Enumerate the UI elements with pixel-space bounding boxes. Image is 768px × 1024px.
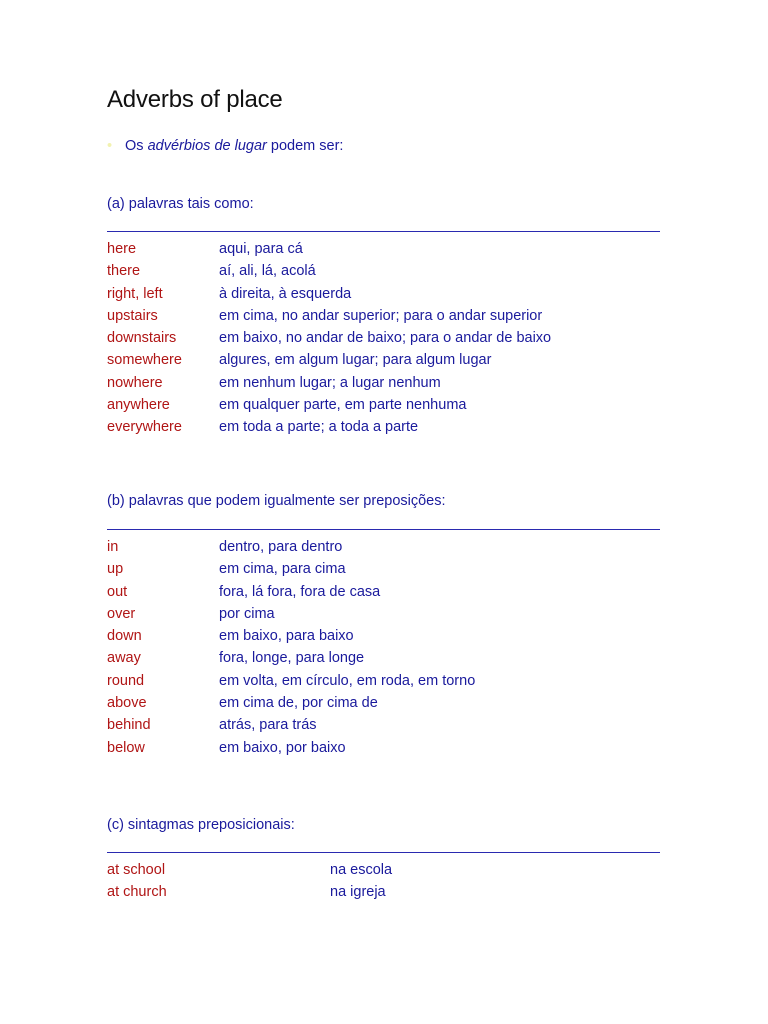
section-a-divider xyxy=(107,231,660,232)
english-term: over xyxy=(107,605,136,622)
portuguese-translation: fora, lá fora, fora de casa xyxy=(219,583,381,600)
english-term: somewhere xyxy=(107,352,182,369)
portuguese-translation: algures, em algum lugar; para algum lugar xyxy=(219,352,492,369)
section-b-heading: (b) palavras que podem igualmente ser preposições: xyxy=(107,493,446,509)
page-title: Adverbs of place xyxy=(107,86,283,113)
english-term: upstairs xyxy=(107,307,158,324)
english-term: behind xyxy=(107,717,151,734)
english-term: below xyxy=(107,739,145,756)
english-term: nowhere xyxy=(107,374,163,391)
table-row xyxy=(107,306,551,328)
portuguese-translation: à direita, à esquerda xyxy=(219,285,352,302)
english-term: downstairs xyxy=(107,330,177,347)
table-row xyxy=(107,671,475,693)
english-term: right, left xyxy=(107,285,163,302)
table-row xyxy=(107,860,392,882)
portuguese-translation: aqui, para cá xyxy=(219,241,303,257)
table-row xyxy=(107,738,475,760)
table-row xyxy=(107,239,551,261)
portuguese-translation: em qualquer parte, em parte nenhuma xyxy=(219,397,467,414)
english-term: there xyxy=(107,263,141,280)
section-a-heading: (a) palavras tais como: xyxy=(107,196,254,212)
table-row xyxy=(107,537,475,559)
table-row xyxy=(107,395,551,417)
english-term: in xyxy=(107,539,119,555)
english-term: up xyxy=(107,561,124,578)
portuguese-translation: em baixo, para baixo xyxy=(219,628,354,645)
section-b-divider xyxy=(107,529,660,530)
portuguese-translation: aí, ali, lá, acolá xyxy=(219,263,316,280)
portuguese-translation: dentro, para dentro xyxy=(219,539,343,555)
english-term: out xyxy=(107,583,128,600)
english-term: away xyxy=(107,650,141,667)
portuguese-translation: em toda a parte; a toda a parte xyxy=(219,419,419,436)
portuguese-translation: em cima, para cima xyxy=(219,561,346,578)
english-term: here xyxy=(107,241,137,257)
portuguese-translation: atrás, para trás xyxy=(219,717,317,734)
portuguese-translation: em volta, em círculo, em roda, em torno xyxy=(219,672,476,689)
portuguese-translation: na igreja xyxy=(330,884,386,901)
portuguese-translation: na escola xyxy=(330,862,393,878)
english-term: round xyxy=(107,672,145,689)
portuguese-translation: em cima de, por cima de xyxy=(219,695,378,712)
table-row xyxy=(107,648,475,670)
english-term: above xyxy=(107,695,147,712)
portuguese-translation: fora, longe, para longe xyxy=(219,650,365,667)
section-c-heading: (c) sintagmas preposicionais: xyxy=(107,817,295,833)
english-term: at church xyxy=(107,884,167,901)
intro-text-after: podem ser: xyxy=(266,138,344,154)
table-row xyxy=(107,715,475,737)
table-row xyxy=(107,328,551,350)
portuguese-translation: em nenhum lugar; a lugar nenhum xyxy=(219,374,441,391)
english-term: everywhere xyxy=(107,419,182,436)
section-c-divider xyxy=(107,852,660,853)
section-b-table xyxy=(107,537,475,760)
portuguese-translation: em baixo, no andar de baixo; para o andar de baixo xyxy=(219,330,552,347)
table-row xyxy=(107,882,392,904)
intro-line xyxy=(107,138,343,154)
english-term: down xyxy=(107,628,142,645)
table-row xyxy=(107,582,475,604)
english-term: anywhere xyxy=(107,397,170,414)
table-row xyxy=(107,417,551,439)
table-row xyxy=(107,261,551,283)
table-row xyxy=(107,284,551,306)
table-row xyxy=(107,604,475,626)
table-row xyxy=(107,373,551,395)
english-term: at school xyxy=(107,862,166,878)
table-row xyxy=(107,559,475,581)
portuguese-translation: em baixo, por baixo xyxy=(219,739,346,756)
portuguese-translation: por cima xyxy=(219,605,275,622)
bullet-icon: • xyxy=(107,138,113,154)
portuguese-translation: em cima, no andar superior; para o andar superior xyxy=(219,307,543,324)
section-c-table xyxy=(107,860,392,905)
table-row xyxy=(107,626,475,648)
intro-text-emphasis: advérbios de lugar xyxy=(147,138,267,154)
section-a-table xyxy=(107,239,551,440)
table-row xyxy=(107,693,475,715)
table-row xyxy=(107,350,551,372)
intro-text-before: Os xyxy=(125,138,148,154)
